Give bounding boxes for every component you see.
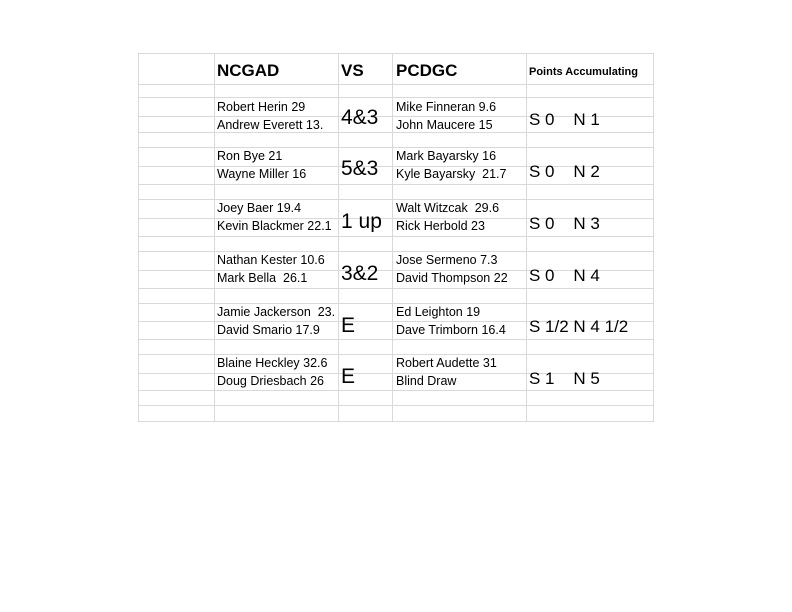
match-5-points: S 1/2 N 4 1/2 [529,318,629,335]
match-3-left-player-1: Joey Baer 19.4 [217,202,302,215]
match-5-right-player-1: Ed Leighton 19 [396,306,481,319]
match-5-left-player-1: Jamie Jackerson 23. [217,306,336,319]
match-4-right-player-2: David Thompson 22 [396,272,508,285]
match-4-points: S 0 N 4 [529,267,600,284]
match-6-left-player-1: Blaine Heckley 32.6 [217,357,328,370]
match-2-right-player-2: Kyle Bayarsky 21.7 [396,168,507,181]
match-2-result: 5&3 [341,158,379,179]
match-1-right-player-1: Mike Finneran 9.6 [396,101,497,114]
match-6-right-player-2: Blind Draw [396,375,457,388]
match-4-right-player-1: Jose Sermeno 7.3 [396,254,498,267]
match-6-result: E [341,366,356,387]
match-1-left-player-1: Robert Herin 29 [217,101,306,114]
match-5-result: E [341,315,356,336]
match-3-left-player-2: Kevin Blackmer 22.1 [217,220,332,233]
match-3-right-player-1: Walt Witzcak 29.6 [396,202,500,215]
match-3-right-player-2: Rick Herbold 23 [396,220,485,233]
match-2-right-player-1: Mark Bayarsky 16 [396,150,497,163]
match-1-right-player-2: John Maucere 15 [396,119,493,132]
match-2-left-player-1: Ron Bye 21 [217,150,283,163]
match-2-left-player-2: Wayne Miller 16 [217,168,307,181]
match-5-left-player-2: David Smario 17.9 [217,324,320,337]
match-3-result: 1 up [341,211,382,232]
match-4-left-player-1: Nathan Kester 10.6 [217,254,325,267]
match-1-points: S 0 N 1 [529,111,600,128]
points-header: Points Accumulating [529,67,638,78]
team-left-header: NCGAD [217,62,280,79]
match-6-left-player-2: Doug Driesbach 26 [217,375,325,388]
match-5-right-player-2: Dave Trimborn 16.4 [396,324,506,337]
match-6-points: S 1 N 5 [529,370,600,387]
match-1-result: 4&3 [341,107,379,128]
vs-header: VS [341,62,364,79]
match-3-points: S 0 N 3 [529,215,600,232]
match-2-points: S 0 N 2 [529,163,600,180]
match-4-left-player-2: Mark Bella 26.1 [217,272,308,285]
match-4-result: 3&2 [341,263,379,284]
match-6-right-player-1: Robert Audette 31 [396,357,497,370]
match-1-left-player-2: Andrew Everett 13. [217,119,324,132]
team-right-header: PCDGC [396,62,458,79]
